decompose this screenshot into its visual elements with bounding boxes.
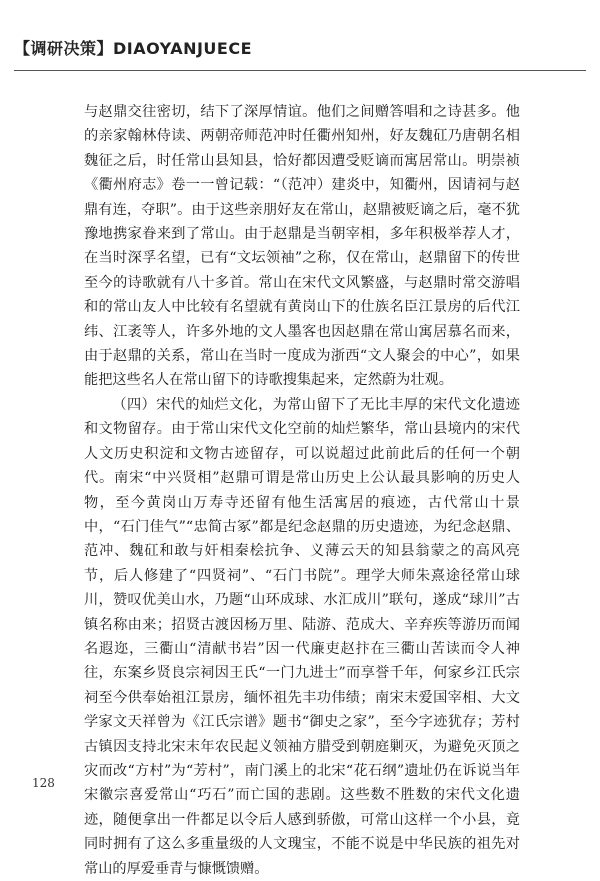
article-body <box>84 100 520 881</box>
paragraph-continuation: 与赵鼎交往密切，结下了深厚情谊。他们之间赠答唱和之诗甚多。他的亲家翰林侍读、两朝帝师范冲时任衢州知州，好友魏矼乃唐朝名相魏征之后，时任常山县知县，恰好都因遭受贬谪而寓居常山。明崇祯《衢州府志》卷一一曾记载：“（范冲）建炎中，知衢州，因请祠与赵鼎有连，夺职”。由于这些亲朋好友在常山，赵鼎被贬谪之后，毫不犹豫地携家眷来到了常山。由于赵鼎是当朝宰相，多年积极举荐人才，在当时深孚名望，已有“文坛领袖”之称，仅在常山，赵鼎留下的传世至今的诗歌就有八十多首。常山在宋代文风繁盛，与赵鼎时常交游唱和的常山友人中比较有名望就有黄岗山下的仕族名臣江景房的后代江纬、江袤等人，许多外地的文人墨客也因赵鼎在常山寓居慕名而来，由于赵鼎的关系，常山在当时一度成为浙西“文人聚会的中心”，如果能把这些名人在常山留下的诗歌搜集起来，定然蔚为壮观。 <box>84 104 520 389</box>
page-number: 128 <box>32 776 55 790</box>
section-header: 【调研决策】DIAOYANJUECE <box>14 39 253 58</box>
header-divider <box>14 70 586 71</box>
paragraph-section-four: （四）宋代的灿烂文化，为常山留下了无比丰厚的宋代文化遗迹和文物留存。由于常山宋代文化空前的灿烂繁华，常山县境内的宋代人文历史积淀和文物古迹留存，可以说超过此前此后的任何一个朝代。南宋“中兴贤相”赵鼎可谓是常山历史上公认最具影响的历史人物，至今黄岗山万寿寺还留有他生活寓居的痕迹，古代常山十景中，“石门佳气”“忠简古冢”都是纪念赵鼎的历史遗迹，为纪念赵鼎、范冲、魏矼和敢与奸相秦桧抗争、义薄云天的知县翁蒙之的高风亮节，后人修建了“四贤祠”、“石门书院”。理学大师朱熹途径常山球川，赞叹优美山水，乃题“山环成球、水汇成川”联句，遂成“球川”古镇名称由来；招贤古渡因杨万里、陆游、范成大、辛弃疾等游历而闻名遐迩，三衢山“清献书岩”因一代廉吏赵抃在三衢山苦读而令人神往，东案乡贤良宗祠因王氏“一门九进士”而享誉千年，何家乡江氏宗祠至今供奉始祖江景房，缅怀祖先丰功伟绩；南宋末爱国宰相、大文学家文天祥曾为《江氏宗谱》题书“御史之家”，至今字迹犹存；芳村古镇因支持北宋末年农民起义领袖方腊受到朝庭剿灭，为避免灭顶之灾而改“方村”为“芳村”，南门溪上的北宋“花石纲”遗址仍在诉说当年宋徽宗喜爱常山“巧石”而亡国的悲剧。这些数不胜数的宋代文化遗迹，随便拿出一件都足以令后人感到骄傲，可常山这样一个小县，竟同时拥有了这么多重量级的人文瑰宝，不能不说是中华民族的祖先对常山的厚爱垂青与慷慨馈赠。 <box>84 396 520 877</box>
